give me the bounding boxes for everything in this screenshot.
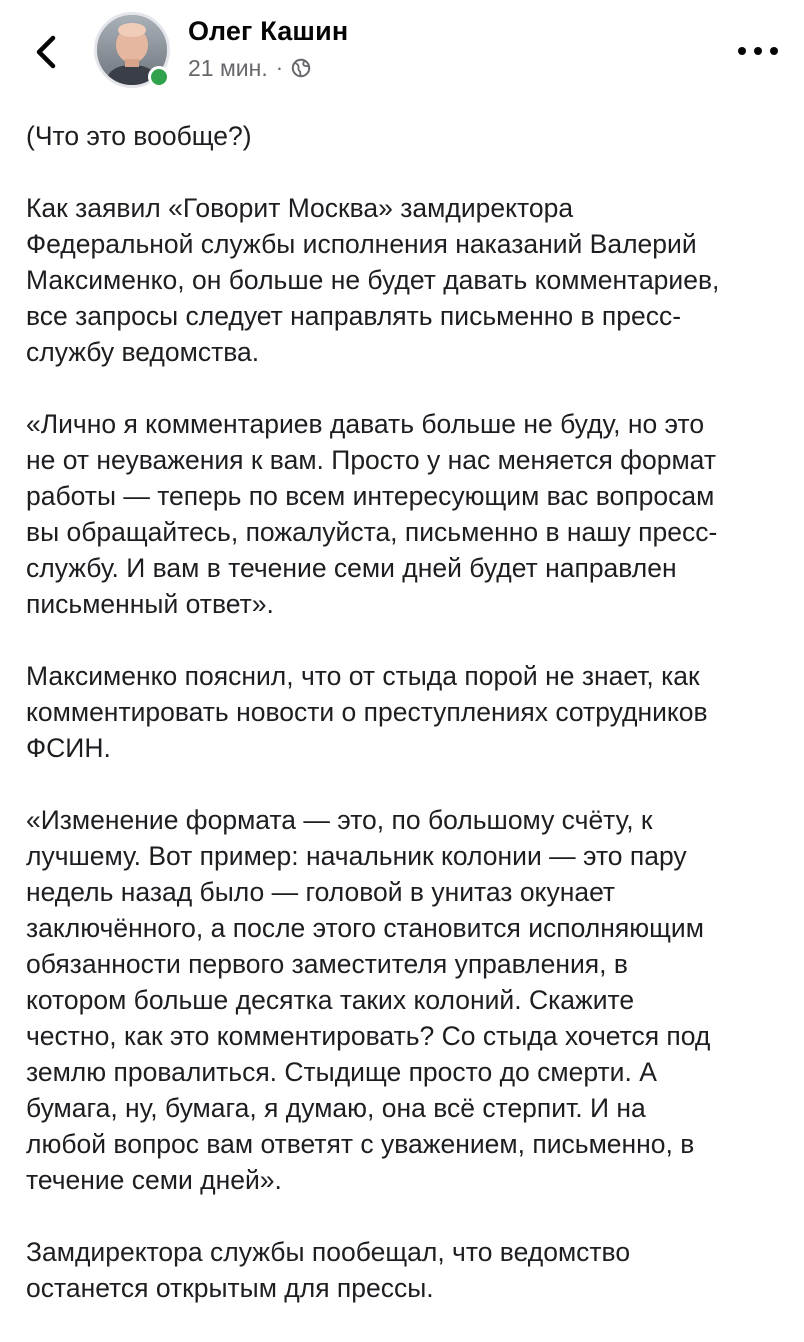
author-name[interactable]: Олег Кашин: [188, 16, 349, 46]
post-paragraph: Замдиректора службы пообещал, что ведомство останется открытым для прессы.: [26, 1237, 631, 1303]
post-paragraph: «Лично я комментариев давать больше не буду, но это не от неуважения к вам. Просто у нас меняется формат работы — теперь по всем интересующим вас вопросам вы обращайтесь, пожалуйста, письменно в нашу пресс- службу. И вам в течение семи дней будет направлен письменный ответ».: [26, 409, 718, 619]
more-horizontal-icon-dot: [754, 47, 762, 55]
more-horizontal-icon-dot: [738, 47, 746, 55]
online-status-dot: [148, 66, 170, 88]
post-paragraph: Как заявил «Говорит Москва» замдиректора Федеральной службы исполнения наказаний Валерий Максименко, он больше не будет давать комментариев, все запросы следует направлять письменно в пресс- службу ведомства.: [26, 193, 720, 367]
author-avatar-link[interactable]: [94, 12, 170, 88]
post-paragraph: Максименко пояснил, что от стыда порой не знает, как комментировать новости о преступлениях сотрудников ФСИН.: [26, 661, 708, 763]
back-button[interactable]: [24, 28, 68, 76]
post-paragraph: (Что это вообще?): [26, 121, 252, 151]
post-time[interactable]: 21 мин.: [188, 54, 268, 81]
chevron-left-icon: [35, 35, 57, 69]
post-body: [26, 118, 786, 1342]
post-meta: [188, 54, 311, 82]
more-options-button[interactable]: [738, 36, 778, 66]
more-horizontal-icon-dot: [770, 47, 778, 55]
post-paragraph: «Изменение формата — это, по большому счёту, к лучшему. Вот пример: начальник колонии — это пару недель назад было — головой в унитаз окунает заключённого, а после этого становится исполняющим обязанности первого заместителя управления, в котором больше десятка таких колоний. Скажите честно, как это комментировать? Со стыда хочется под землю провалиться. Стыдище просто до смерти. А бумага, ну, бумага, я думаю, она всё стерпит. И на любой вопрос вам ответят с уважением, письменно, в течение семи дней».: [26, 805, 711, 1195]
post-header: [0, 0, 804, 100]
globe-icon: [291, 58, 311, 78]
meta-separator: ·: [275, 55, 284, 80]
